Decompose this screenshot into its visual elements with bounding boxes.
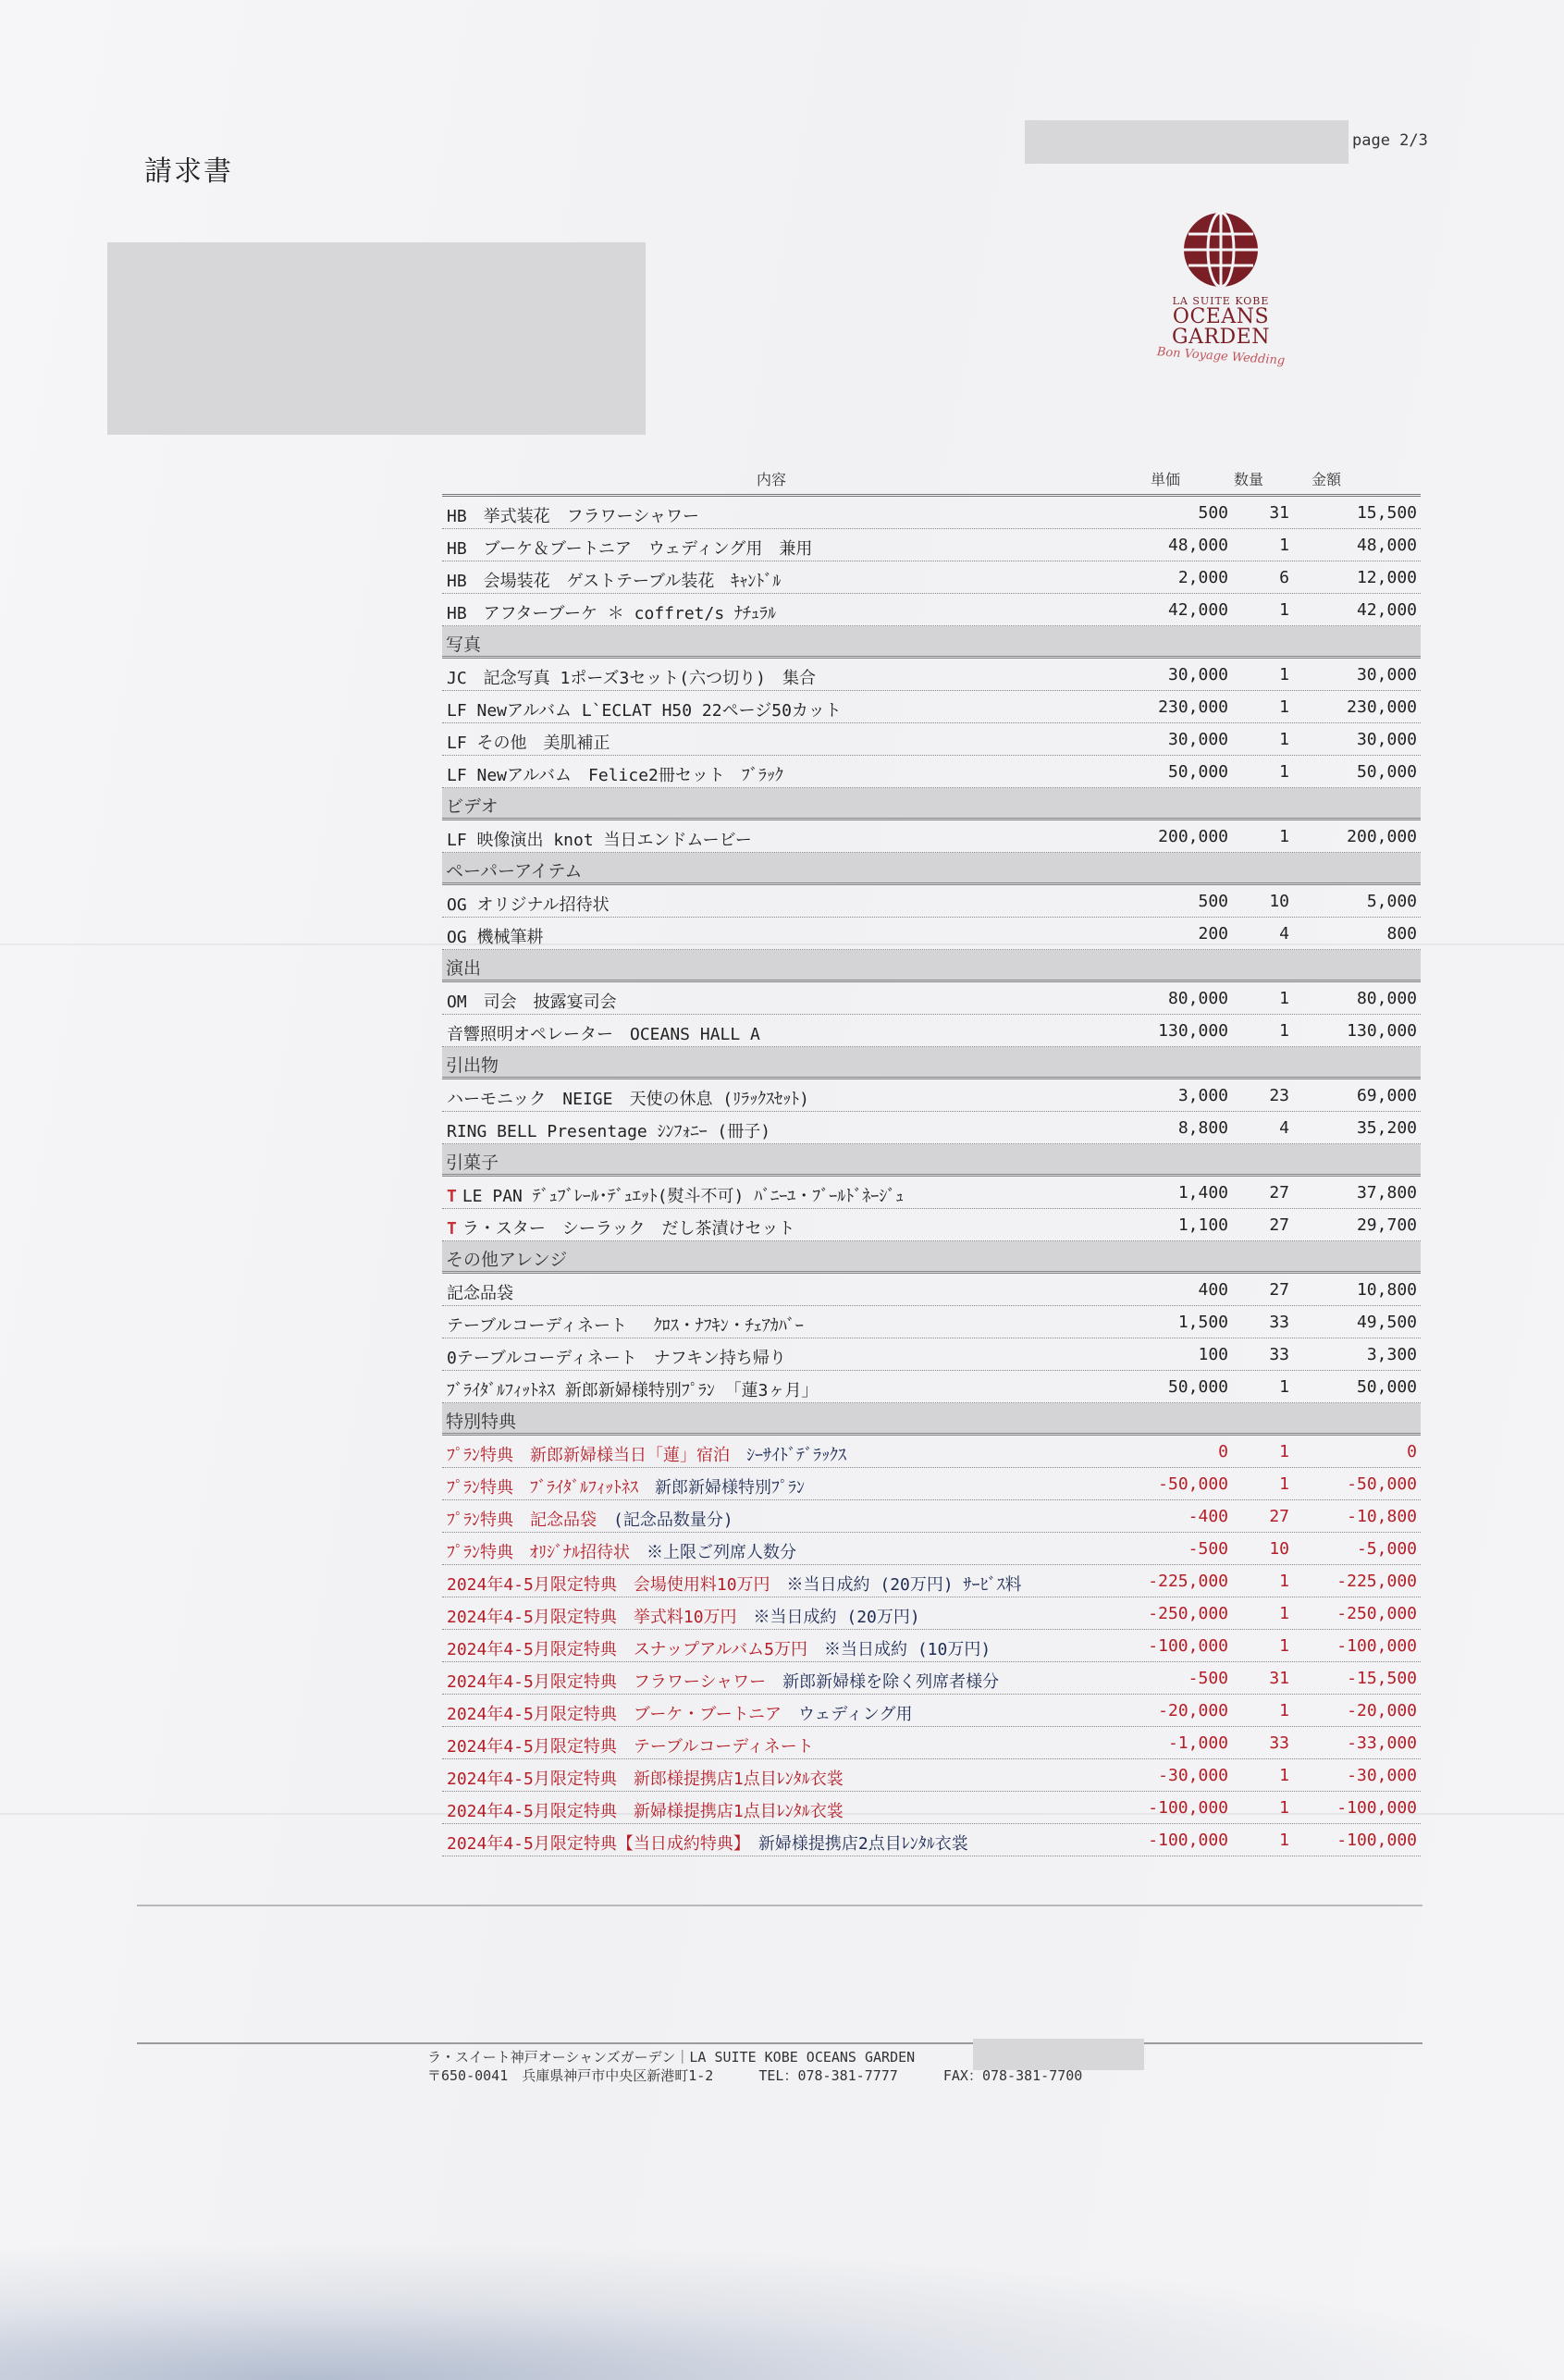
amount: 12,000 <box>1356 568 1417 587</box>
amount: 42,000 <box>1356 600 1417 620</box>
section-label: 引菓子 <box>446 1153 499 1173</box>
item-description-text: HB 挙式装花 フラワーシャワー <box>447 507 699 526</box>
amount: 50,000 <box>1356 762 1417 782</box>
quantity: 1 <box>1279 1636 1289 1656</box>
item-description <box>447 1507 733 1531</box>
item-description-text: LF その他 美肌補正 <box>447 734 610 753</box>
item-description-text: OG オリジナル招待状 <box>447 895 610 915</box>
item-description <box>447 1021 760 1045</box>
discount-label: 2024年4-5月限定特典 フラワーシャワー <box>447 1672 767 1692</box>
item-description <box>447 1831 968 1855</box>
item-description <box>447 924 544 948</box>
logo-small-text: LA SUITE KOBE <box>1172 295 1270 307</box>
discount-label: 2024年4-5月限定特典 会場使用料10万円 <box>447 1575 770 1595</box>
quantity: 1 <box>1279 1604 1289 1623</box>
item-description-text: LF Newアルバム L`ECLAT H50 22ページ50カット <box>447 701 842 721</box>
item-description-text: HB アフターブーケ ＊ coffret/s ﾅﾁｭﾗﾙ <box>447 604 777 623</box>
amount: -10,800 <box>1347 1507 1417 1526</box>
quantity: 1 <box>1279 1798 1289 1818</box>
document-title: 請求書 <box>144 155 233 188</box>
amount: -225,000 <box>1336 1572 1417 1591</box>
item-description <box>447 1636 991 1660</box>
section-label: 特別特典 <box>446 1412 517 1432</box>
redacted-address-block <box>107 242 646 435</box>
quantity: 10 <box>1269 1539 1289 1559</box>
section-header <box>442 626 1421 659</box>
footer-divider <box>137 1905 1422 1906</box>
discount-note: ウェディング用 <box>782 1705 913 1724</box>
logo-name: OCEANS GARDEN <box>1172 305 1270 349</box>
unit-price: -1,000 <box>1167 1733 1228 1753</box>
unit-price: -400 <box>1188 1507 1228 1526</box>
item-description-text: ラ・スター シーラック だし茶漬けセット <box>462 1219 795 1239</box>
quantity: 4 <box>1279 924 1289 943</box>
quantity: 23 <box>1269 1086 1289 1105</box>
item-description <box>447 1215 794 1239</box>
quantity: 1 <box>1279 1474 1289 1494</box>
section-header <box>442 950 1421 982</box>
quantity: 1 <box>1279 1377 1289 1397</box>
header-description: 内容 <box>757 471 787 488</box>
discount-note: (記念品数量分) <box>597 1511 733 1530</box>
table-row <box>442 723 1421 756</box>
amount: 800 <box>1386 924 1417 943</box>
amount: -100,000 <box>1336 1798 1417 1818</box>
amount: 48,000 <box>1356 536 1417 555</box>
item-description-text: OM 司会 披露宴司会 <box>447 993 617 1012</box>
amount: 200,000 <box>1347 827 1417 846</box>
footer-company: ラ・スイート神戸オーシャンズガーデン｜LA SUITE KOBE OCEANS GARDEN <box>427 2049 916 2066</box>
unit-price: 50,000 <box>1167 762 1228 782</box>
unit-price: 1,100 <box>1177 1215 1228 1235</box>
amount: 37,800 <box>1356 1183 1417 1202</box>
header-amount: 金額 <box>1312 471 1342 488</box>
amount: 15,500 <box>1356 503 1417 523</box>
amount: -15,500 <box>1347 1669 1417 1688</box>
table-row <box>442 659 1421 691</box>
section-label: 写真 <box>446 635 482 655</box>
table-row <box>442 1338 1421 1371</box>
section-header <box>442 1047 1421 1079</box>
unit-price: -100,000 <box>1148 1798 1228 1818</box>
amount: 0 <box>1407 1442 1417 1461</box>
quantity: 27 <box>1269 1280 1289 1300</box>
quantity: 33 <box>1269 1345 1289 1364</box>
quantity: 27 <box>1269 1215 1289 1235</box>
item-description-text: テーブルコーディネート ｸﾛｽ・ﾅﾌｷﾝ・ﾁｪｱｶﾊﾞｰ <box>447 1316 804 1336</box>
logo-tagline: Bon Voyage Wedding <box>1156 345 1286 368</box>
unit-price: 2,000 <box>1177 568 1228 587</box>
item-description <box>447 1280 513 1304</box>
discount-label: 2024年4-5月限定特典 新婦様提携店1点目ﾚﾝﾀﾙ衣裳 <box>447 1802 844 1821</box>
section-header <box>442 853 1421 885</box>
unit-price: 48,000 <box>1167 536 1228 555</box>
item-description <box>447 1766 844 1790</box>
amount: 230,000 <box>1347 697 1417 717</box>
item-description <box>447 503 699 527</box>
page-number: page 2/3 <box>1352 131 1428 150</box>
item-description-text: HB ブーケ＆ブートニア ウェディング用 兼用 <box>447 539 813 559</box>
footer-address: 〒650-0041 兵庫県神戸市中央区新港町1-2 <box>427 2067 714 2084</box>
unit-price: -250,000 <box>1148 1604 1228 1623</box>
item-description <box>447 762 783 786</box>
table-row <box>442 561 1421 594</box>
unit-price: 100 <box>1198 1345 1228 1364</box>
item-description-text: 0テーブルコーディネート ナフキン持ち帰り <box>447 1349 786 1368</box>
section-label: ペーパーアイテム <box>446 861 583 882</box>
table-header <box>442 462 1421 497</box>
unit-price: 50,000 <box>1167 1377 1228 1397</box>
quantity: 27 <box>1269 1507 1289 1526</box>
item-description <box>447 1118 770 1142</box>
table-body <box>442 497 1421 1856</box>
item-description <box>447 730 610 754</box>
table-row <box>442 1015 1421 1047</box>
item-description-text: JC 記念写真 1ポーズ3セット(六つ切り) 集合 <box>447 669 816 688</box>
item-description-text: LF 映像演出 knot 当日エンドムービー <box>447 831 752 850</box>
amount: 30,000 <box>1356 665 1417 684</box>
item-description <box>447 568 781 592</box>
unit-price: 80,000 <box>1167 989 1228 1008</box>
discount-row <box>442 1824 1421 1856</box>
discount-row <box>442 1792 1421 1824</box>
unit-price: -225,000 <box>1148 1572 1228 1591</box>
discount-label: 2024年4-5月限定特典 挙式料10万円 <box>447 1608 737 1627</box>
unit-price: 400 <box>1198 1280 1228 1300</box>
item-description-text: 記念品袋 <box>447 1284 513 1303</box>
table-row <box>442 594 1421 626</box>
section-header <box>442 1403 1421 1436</box>
unit-price: -500 <box>1188 1669 1228 1688</box>
section-header <box>442 1144 1421 1177</box>
quantity: 1 <box>1279 989 1289 1008</box>
quantity: 1 <box>1279 1701 1289 1720</box>
unit-price: 200 <box>1198 924 1228 943</box>
header-unit-price: 単価 <box>1151 471 1181 488</box>
unit-price: 500 <box>1198 503 1228 523</box>
table-row <box>442 1079 1421 1112</box>
redacted-block <box>1025 120 1348 164</box>
discount-note: ｼｰｻｲﾄﾞﾃﾞﾗｯｸｽ <box>730 1446 846 1465</box>
unit-price: -50,000 <box>1158 1474 1228 1494</box>
item-description-text: LF Newアルバム Felice2冊セット ﾌﾞﾗｯｸ <box>447 766 783 785</box>
quantity: 31 <box>1269 503 1289 523</box>
footer-info <box>427 2048 1119 2085</box>
amount: -250,000 <box>1336 1604 1417 1623</box>
unit-price: 30,000 <box>1167 730 1228 749</box>
item-description <box>447 1377 819 1401</box>
unit-price: 130,000 <box>1158 1021 1228 1041</box>
amount: 80,000 <box>1356 989 1417 1008</box>
quantity: 1 <box>1279 665 1289 684</box>
quantity: 1 <box>1279 697 1289 717</box>
discount-label: 2024年4-5月限定特典 テーブルコーディネート <box>447 1737 814 1757</box>
item-description <box>447 827 752 851</box>
quantity: 1 <box>1279 600 1289 620</box>
table-row <box>442 1274 1421 1306</box>
item-description <box>447 1572 1022 1596</box>
quantity: 1 <box>1279 1831 1289 1850</box>
oceans-garden-logo <box>1133 208 1309 368</box>
section-label: ビデオ <box>446 796 499 817</box>
section-header <box>442 788 1421 820</box>
discount-row <box>442 1468 1421 1500</box>
item-description-text: HB 会場装花 ゲストテーブル装花 ｷｬﾝﾄﾞﾙ <box>447 572 782 591</box>
discount-note: ※当日成約 (20万円) ｻｰﾋﾞｽ料 <box>770 1575 1022 1595</box>
amount: -30,000 <box>1347 1766 1417 1785</box>
discount-row <box>442 1565 1421 1597</box>
amount: 29,700 <box>1356 1215 1417 1235</box>
quantity: 6 <box>1279 568 1289 587</box>
amount: -33,000 <box>1347 1733 1417 1753</box>
quantity: 4 <box>1279 1118 1289 1138</box>
discount-note: ※当日成約 (20万円) <box>736 1608 920 1627</box>
item-description <box>447 1086 809 1110</box>
table-row <box>442 497 1421 529</box>
quantity: 33 <box>1269 1313 1289 1332</box>
unit-price: -100,000 <box>1148 1831 1228 1850</box>
amount: -20,000 <box>1347 1701 1417 1720</box>
quantity: 1 <box>1279 730 1289 749</box>
item-description <box>447 665 816 689</box>
discount-row <box>442 1759 1421 1792</box>
quantity: 27 <box>1269 1183 1289 1202</box>
item-description <box>447 600 776 624</box>
unit-price: 1,500 <box>1177 1313 1228 1332</box>
amount: -50,000 <box>1347 1474 1417 1494</box>
unit-price: 3,000 <box>1177 1086 1228 1105</box>
item-mark: T <box>447 1219 457 1239</box>
section-label: 演出 <box>446 958 482 979</box>
table-row <box>442 529 1421 561</box>
discount-row <box>442 1695 1421 1727</box>
amount: -100,000 <box>1336 1636 1417 1656</box>
item-description <box>447 1345 786 1369</box>
discount-row <box>442 1727 1421 1759</box>
table-row <box>442 1371 1421 1403</box>
amount: 10,800 <box>1356 1280 1417 1300</box>
table-row <box>442 691 1421 723</box>
item-description <box>447 1539 796 1563</box>
quantity: 1 <box>1279 1021 1289 1041</box>
table-row <box>442 1306 1421 1338</box>
quantity: 1 <box>1279 1766 1289 1785</box>
amount: 35,200 <box>1356 1118 1417 1138</box>
globe-logo-icon <box>1179 208 1262 291</box>
item-description <box>447 1604 920 1628</box>
quantity: 33 <box>1269 1733 1289 1753</box>
footer-tel: TEL：078-381-7777 <box>758 2067 898 2084</box>
amount: -100,000 <box>1336 1831 1417 1850</box>
quantity: 10 <box>1269 892 1289 911</box>
quantity: 1 <box>1279 762 1289 782</box>
discount-row <box>442 1436 1421 1468</box>
discount-row <box>442 1500 1421 1533</box>
item-description <box>447 1798 844 1822</box>
footer-fax: FAX：078-381-7700 <box>942 2067 1083 2084</box>
discount-row <box>442 1630 1421 1662</box>
quantity: 1 <box>1279 1442 1289 1461</box>
amount: 3,300 <box>1366 1345 1417 1364</box>
item-description <box>447 697 842 721</box>
discount-label: 2024年4-5月限定特典【当日成約特典】 <box>447 1834 742 1854</box>
discount-note: 新婦様提携店2点目ﾚﾝﾀﾙ衣裳 <box>741 1834 968 1854</box>
item-description-text: LE PAN ﾃﾞｭﾌﾞﾚｰﾙ･ﾃﾞｭｴｯﾄ(熨斗不可) ﾊﾞﾆｰﾕ・ﾌﾞｰﾙﾄﾞﾈｰｼﾞｭ <box>462 1187 905 1206</box>
invoice-items-table <box>442 462 1421 1856</box>
item-description <box>447 1733 814 1757</box>
table-row <box>442 918 1421 950</box>
unit-price: 42,000 <box>1167 600 1228 620</box>
discount-label: 2024年4-5月限定特典 スナップアルバム5万円 <box>447 1640 807 1659</box>
section-label: 引出物 <box>446 1055 499 1076</box>
item-description <box>447 989 617 1013</box>
item-description-text: 音響照明オペレーター OCEANS HALL A <box>447 1025 760 1044</box>
table-row <box>442 820 1421 853</box>
discount-note: 新郎新婦様特別ﾌﾟﾗﾝ <box>638 1478 805 1498</box>
unit-price: 230,000 <box>1158 697 1228 717</box>
unit-price: 200,000 <box>1158 827 1228 846</box>
item-mark: T <box>447 1187 457 1206</box>
item-description <box>447 892 610 916</box>
unit-price: -100,000 <box>1148 1636 1228 1656</box>
amount: 49,500 <box>1356 1313 1417 1332</box>
item-description <box>447 1183 904 1207</box>
unit-price: 8,800 <box>1177 1118 1228 1138</box>
unit-price: 1,400 <box>1177 1183 1228 1202</box>
quantity: 1 <box>1279 536 1289 555</box>
table-row <box>442 1177 1421 1209</box>
footer-divider <box>137 2042 1422 2044</box>
item-description <box>447 1669 999 1693</box>
discount-label: 2024年4-5月限定特典 ブーケ・ブートニア <box>447 1705 782 1724</box>
item-description-text: ﾌﾞﾗｲﾀﾞﾙﾌｨｯﾄﾈｽ 新郎新婦様特別ﾌﾟﾗﾝ 「蓮3ヶ月」 <box>447 1381 819 1400</box>
item-description <box>447 536 812 560</box>
amount: 5,000 <box>1366 892 1417 911</box>
discount-note: 新郎新婦様を除く列席者様分 <box>766 1672 1000 1692</box>
table-row <box>442 1112 1421 1144</box>
item-description <box>447 1313 804 1337</box>
section-header <box>442 1241 1421 1274</box>
table-row <box>442 1209 1421 1241</box>
unit-price: 500 <box>1198 892 1228 911</box>
table-row <box>442 885 1421 918</box>
discount-label: ﾌﾟﾗﾝ特典 ﾌﾞﾗｲﾀﾞﾙﾌｨｯﾄﾈｽ <box>447 1478 638 1498</box>
amount: 69,000 <box>1356 1086 1417 1105</box>
unit-price: -500 <box>1188 1539 1228 1559</box>
item-description-text: ハーモニック NEIGE 天使の休息 (ﾘﾗｯｸｽｾｯﾄ) <box>447 1090 809 1109</box>
quantity: 1 <box>1279 827 1289 846</box>
unit-price: 30,000 <box>1167 665 1228 684</box>
photo-shadow <box>0 2241 1564 2380</box>
discount-label: ﾌﾟﾗﾝ特典 ｵﾘｼﾞﾅﾙ招待状 <box>447 1543 630 1562</box>
item-description-text: RING BELL Presentage ｼﾝﾌｫﾆｰ (冊子) <box>447 1122 771 1141</box>
item-description-text: OG 機械筆耕 <box>447 928 544 947</box>
item-description <box>447 1442 846 1466</box>
quantity: 1 <box>1279 1572 1289 1591</box>
unit-price: -20,000 <box>1158 1701 1228 1720</box>
table-row <box>442 756 1421 788</box>
discount-label: ﾌﾟﾗﾝ特典 記念品袋 <box>447 1511 597 1530</box>
unit-price: -30,000 <box>1158 1766 1228 1785</box>
header-quantity: 数量 <box>1234 471 1264 488</box>
table-row <box>442 982 1421 1015</box>
discount-label: 2024年4-5月限定特典 新郎様提携店1点目ﾚﾝﾀﾙ衣裳 <box>447 1770 844 1789</box>
discount-label: ﾌﾟﾗﾝ特典 新郎新婦様当日「蓮」宿泊 <box>447 1446 730 1465</box>
amount: 130,000 <box>1347 1021 1417 1041</box>
quantity: 31 <box>1269 1669 1289 1688</box>
discount-note: ※上限ご列席人数分 <box>630 1543 796 1562</box>
amount: -5,000 <box>1356 1539 1417 1559</box>
discount-row <box>442 1597 1421 1630</box>
item-description <box>447 1474 805 1498</box>
discount-note: ※当日成約 (10万円) <box>807 1640 991 1659</box>
amount: 30,000 <box>1356 730 1417 749</box>
section-label: その他アレンジ <box>446 1250 568 1270</box>
amount: 50,000 <box>1356 1377 1417 1397</box>
item-description <box>447 1701 913 1725</box>
unit-price: 0 <box>1218 1442 1228 1461</box>
discount-row <box>442 1662 1421 1695</box>
discount-row <box>442 1533 1421 1565</box>
